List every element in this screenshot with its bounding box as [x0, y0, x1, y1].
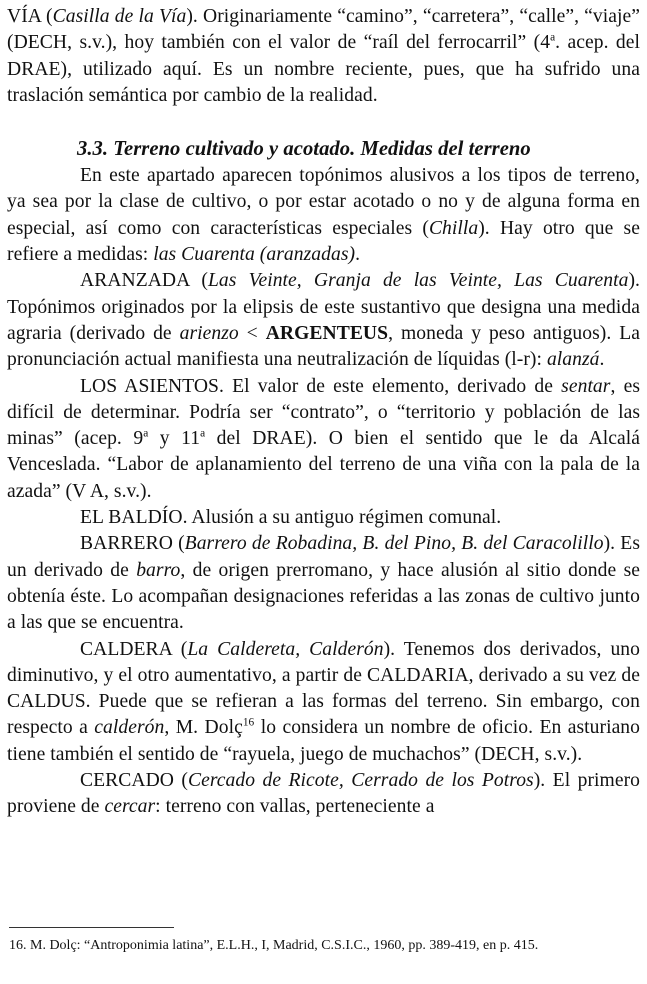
text-run: , M. Dolç: [164, 717, 243, 739]
text-run: .: [599, 349, 605, 371]
paragraph: [7, 163, 640, 268]
paragraph: [7, 768, 640, 821]
superscript: a: [200, 427, 206, 440]
italic-text: cercar: [104, 796, 156, 818]
paragraph: [7, 637, 640, 768]
text-run: lo considera un nombre de oficio. En asturiano tiene también el sentido de “rayuela, juego de muchachos” (DECH, s.v.).: [7, 717, 641, 765]
text-run: ). Originariamente “camino”, “carretera”, “calle”, “viaje” (DECH, s.v.), hoy también con el valor de “raíl del ferrocarril” (4: [7, 6, 641, 54]
text-run: BARRERO (: [80, 533, 185, 555]
text-run: , moneda y peso antiguos). La pronunciación actual manifiesta una neutralización de líquidas (l-r):: [7, 322, 640, 371]
superscript: a: [550, 31, 556, 44]
italic-text: las Cuarenta (aranzadas): [153, 244, 356, 266]
text-run: . acep. del DRAE), utilizado aquí. Es un nombre reciente, pues, que ha sufrido una traslación semántica por cambio de la realidad.: [7, 32, 641, 106]
text-run: VÍA (: [7, 6, 53, 27]
text-run: CALDERA (: [80, 638, 188, 660]
text-run: ). El primero proviene de: [7, 770, 640, 818]
text-run: En este apartado aparecen topónimos alusivos a los tipos de terreno, ya sea por la clase de cultivo, o por estar acotado o no y de alguna forma en especial, así como con características especiales (: [7, 165, 640, 239]
paragraph: [7, 4, 640, 109]
italic-text: Casilla de la Vía: [52, 6, 187, 27]
text-run: LOS ASIENTOS. El valor de este elemento, derivado de: [80, 375, 562, 397]
italic-text: La Caldereta, Calderón: [187, 638, 384, 660]
italic-text: barro: [136, 559, 181, 581]
text-run: ARANZADA (: [80, 270, 208, 292]
italic-text: Barrero de Robadina, B. del Pino, B. del Caracolillo: [184, 533, 604, 555]
text-run: ). Es un derivado de: [7, 533, 640, 581]
section-paragraphs: [7, 163, 640, 820]
bold-text: ARGENTEUS: [265, 322, 389, 344]
footnote: 16. M. Dolç: “Antroponimia latina”, E.L.H., I, Madrid, C.S.I.C., 1960, pp. 389-419, en p. 415.: [9, 938, 539, 953]
intro-paragraphs: [7, 4, 640, 109]
italic-text: sentar: [561, 375, 611, 397]
text-run: ). Hay otro que se refiere a medidas:: [7, 217, 640, 266]
italic-text: alanzá: [546, 349, 600, 371]
footnote-separator: [9, 927, 174, 928]
text-run: del DRAE). O bien el sentido que le da Alcalá Venceslada. “Labor de aplanamiento del terreno de una viña con la pala de la azada” (V A, s.v.).: [7, 428, 641, 502]
text-run: , de origen prerromano, y hace alusión al sitio donde se obtenía éste. Lo acompañan designaciones referidas a las zonas de cultivo junto a las que se encuentra.: [7, 559, 640, 634]
superscript: 16: [242, 716, 255, 729]
paragraph: [7, 374, 640, 505]
superscript: a: [143, 427, 149, 440]
text-run: ). Topónimos originados por la elipsis de este sustantivo que designa una medida agraria (derivado de: [7, 270, 640, 344]
text-run: : terreno con vallas, perteneciente a: [155, 796, 435, 818]
text-run: y 11: [148, 428, 201, 450]
text-run: CERCADO (: [80, 770, 188, 792]
body-text: [7, 4, 640, 821]
paragraph: [7, 505, 640, 531]
italic-text: calderón: [94, 717, 165, 739]
text-run: , es difícil de determinar. Podría ser “contrato”, o “territorio y población de las minas” (acep. 9: [7, 375, 640, 450]
italic-text: Chilla: [428, 217, 479, 239]
text-run: <: [238, 322, 266, 344]
text-run: EL BALDÍO. Alusión a su antiguo régimen comunal.: [80, 507, 502, 529]
section-heading: 3.3. Terreno cultivado y acotado. Medidas del terreno: [77, 138, 531, 161]
text-run: ). Tenemos dos derivados, uno diminutivo, y el otro aumentativo, a partir de CALDARIA, derivado a su vez de CALDUS. Puede que se refieran a las formas del terreno. Sin embargo, con respecto a: [7, 638, 640, 739]
text-run: .: [355, 244, 361, 266]
paragraph: [7, 268, 640, 373]
paragraph: [7, 531, 640, 636]
italic-text: Cercado de Ricote, Cerrado de los Potros: [187, 770, 534, 792]
italic-text: Las Veinte, Granja de las Veinte, Las Cuarenta: [207, 270, 629, 292]
italic-text: arienzo: [179, 322, 239, 344]
